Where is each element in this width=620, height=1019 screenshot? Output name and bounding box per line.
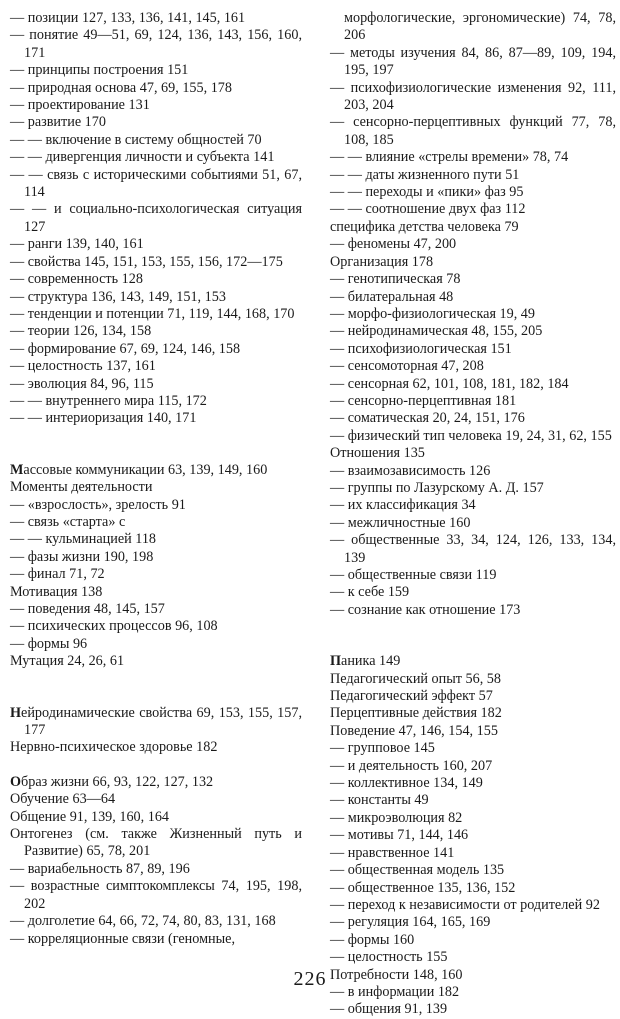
index-entry (10, 393, 302, 410)
index-entry-text: — — дивергенция личности и субъекта 141 (10, 149, 275, 166)
index-entry (330, 653, 616, 670)
index-entry-text: Мутация 24, 26, 61 (10, 653, 125, 670)
index-entry-text: — поведения 48, 145, 157 (10, 601, 165, 617)
index-entry (330, 167, 616, 184)
index-entry-text: — тенденции и потенции 71, 119, 144, 168, 170 (10, 305, 295, 322)
index-entry (10, 653, 302, 670)
index-entry-text: — психофизиологическая 151 (330, 340, 512, 357)
index-entry-text: — — переходы и «пики» фаз 95 (330, 184, 524, 201)
index-entry (330, 428, 616, 445)
index-entry (10, 271, 302, 288)
index-entry (330, 567, 616, 584)
index-entry (10, 913, 302, 930)
index-entry (10, 306, 302, 323)
index-entry (330, 80, 616, 115)
index-entry-text: аника 149 (341, 653, 401, 670)
index-entry-text: — микроэволюция 82 (330, 809, 463, 826)
index-entry-text: Организация 178 (330, 253, 434, 270)
index-entry-text: — регуляция 164, 165, 169 (330, 914, 491, 931)
index-entry (10, 618, 302, 635)
index-entry (330, 845, 616, 862)
index-entry (330, 497, 616, 514)
index-entry-text: — — соотношение двух фаз 112 (330, 201, 526, 218)
index-entry (10, 497, 302, 514)
index-entry-text: — сознание как отношение 173 (330, 601, 521, 618)
index-entry-text: Онтогенез (см. также Жизненный путь и Развитие) 65, 78, 201 (10, 826, 302, 860)
index-entry (330, 201, 616, 218)
section-initial-letter: О (10, 773, 22, 790)
index-entry-text: — коллективное 134, 149 (330, 775, 483, 792)
index-entry-text: — — даты жизненного пути 51 (330, 166, 520, 183)
index-entry (330, 289, 616, 306)
index-entry-text: — феномены 47, 200 (330, 236, 457, 253)
index-entry (330, 584, 616, 601)
index-entry-text: — теории 126, 134, 158 (10, 323, 152, 340)
index-entry (10, 809, 302, 826)
index-entry (330, 393, 616, 410)
index-entry-text: — долголетие 64, 66, 72, 74, 80, 83, 131, 168 (10, 913, 276, 930)
index-entry (10, 376, 302, 393)
index-entry (330, 480, 616, 497)
index-entry-text: — «взрослость», зрелость 91 (10, 496, 186, 513)
index-entry-text: — генотипическая 78 (330, 271, 461, 288)
index-entry (10, 323, 302, 340)
index-entry (10, 341, 302, 358)
index-entry (10, 636, 302, 653)
index-entry (330, 376, 616, 393)
index-entry (330, 758, 616, 775)
page-number: 226 (293, 968, 327, 990)
index-entry (330, 862, 616, 879)
index-entry-text: Отношения 135 (330, 445, 425, 462)
index-entry-text: браз жизни 66, 93, 122, 127, 132 (21, 773, 214, 790)
index-entry (330, 271, 616, 288)
section-gap (10, 757, 302, 774)
index-entry-text: — сенсорно-перцептивная 181 (330, 392, 517, 409)
index-entry (10, 479, 302, 496)
index-entry-text: — общественные 33, 34, 124, 126, 133, 134, 139 (330, 532, 616, 566)
index-entry-text: — позиции 127, 133, 136, 141, 145, 161 (10, 10, 246, 26)
index-entry (330, 254, 616, 271)
index-entry (10, 254, 302, 271)
index-entry-text: — общения 91, 139 (330, 1001, 448, 1018)
index-entry-text: — и деятельность 160, 207 (330, 757, 493, 774)
index-entry-text: — нравственное 141 (330, 844, 455, 861)
index-entry (330, 949, 616, 966)
index-entry-text: — формы 160 (330, 931, 415, 948)
index-entry (330, 1001, 616, 1018)
index-entry (330, 184, 616, 201)
index-entry (330, 236, 616, 253)
index-entry-text: — нейродинамическая 48, 155, 205 (330, 323, 543, 340)
index-entry (10, 826, 302, 861)
index-entry-text: — целостность 137, 161 (10, 358, 156, 375)
index-entry (10, 931, 302, 948)
index-entry (10, 774, 302, 791)
index-entry (10, 27, 302, 62)
index-entry-text: — психических процессов 96, 108 (10, 618, 218, 635)
index-entry (330, 10, 616, 45)
index-entry-text: ассовые коммуникации 63, 139, 149, 160 (23, 461, 268, 478)
index-entry-text: — к себе 159 (330, 584, 410, 601)
index-entry-text: — групповое 145 (330, 740, 435, 757)
index-entry-text: Потребности 148, 160 (330, 966, 463, 983)
index-entry (330, 880, 616, 897)
index-entry (10, 601, 302, 618)
index-entry-text: морфологические, эргономические) 74, 78, 206 (344, 10, 616, 44)
index-entry-text: — мотивы 71, 144, 146 (330, 827, 469, 844)
index-entry-text: — — кульминацией 118 (10, 531, 157, 548)
index-entry (10, 739, 302, 756)
index-entry (10, 62, 302, 79)
index-entry (10, 114, 302, 131)
index-entry (10, 358, 302, 375)
index-entry-text: — возрастные симптокомплексы 74, 195, 198, 202 (10, 878, 302, 912)
index-entry-text: — переход к независимости от родителей 92 (330, 896, 600, 913)
index-entry-text: — методы изучения 84, 86, 87—89, 109, 194, 195, 197 (330, 44, 616, 79)
index-entry (330, 45, 616, 80)
index-entry-text: Мотивация 138 (10, 583, 103, 600)
index-entry-text: — в информации 182 (330, 983, 460, 1000)
index-entry-text: — морфо-физиологическая 19, 49 (330, 305, 535, 322)
index-entry (10, 514, 302, 531)
index-entry-text: — их классификация 34 (330, 497, 476, 514)
index-entry (330, 723, 616, 740)
index-entry-text: — сенсорная 62, 101, 108, 181, 182, 184 (330, 375, 569, 392)
index-entry-text: — природная основа 47, 69, 155, 178 (10, 79, 232, 96)
index-entry (330, 515, 616, 532)
index-entry-text: Моменты деятельности (10, 479, 153, 496)
index-entry (10, 549, 302, 566)
index-entry (330, 445, 616, 462)
index-entry (330, 341, 616, 358)
index-entry (330, 671, 616, 688)
index-entry-text: Общение 91, 139, 160, 164 (10, 808, 170, 825)
index-entry-text: — корреляционные связи (геномные, (10, 930, 236, 947)
index-entry-text: — — и социально-психологическая ситуация 127 (10, 201, 302, 235)
index-entry (330, 463, 616, 480)
index-entry-text: — современность 128 (10, 271, 143, 288)
index-entry (10, 705, 302, 740)
index-entry-text: — общественное 135, 136, 152 (330, 879, 516, 896)
index-entry (330, 410, 616, 427)
index-entry-text: — — интериоризация 140, 171 (10, 410, 197, 427)
index-entry-text: — билатеральная 48 (330, 288, 454, 305)
index-entry (330, 775, 616, 792)
index-entry-text: — константы 49 (330, 792, 429, 809)
index-entry (330, 740, 616, 757)
index-entry (330, 932, 616, 949)
index-entry (10, 584, 302, 601)
index-entry-text: — свойства 145, 151, 153, 155, 156, 172—175 (10, 253, 283, 270)
index-entry (330, 810, 616, 827)
index-entry (10, 410, 302, 427)
index-entry (330, 897, 616, 914)
index-entry (10, 132, 302, 149)
index-entry-text: — физический тип человека 19, 24, 31, 62, 155 (330, 427, 612, 444)
index-entry-text: — развитие 170 (10, 114, 106, 131)
index-entry (330, 114, 616, 149)
index-entry (330, 306, 616, 323)
index-entry (10, 201, 302, 236)
index-entry-text: — психофизиологические изменения 92, 111, 203, 204 (330, 79, 616, 114)
index-entry-text: — сенсорно-перцептивных функций 77, 78, 108, 185 (330, 114, 616, 148)
index-entry (10, 289, 302, 306)
index-entry-text: — понятие 49—51, 69, 124, 136, 143, 156, 160, 171 (10, 27, 302, 61)
index-entry-text: — взаимозависимость 126 (330, 462, 491, 479)
index-entry-text: Перцептивные действия 182 (330, 705, 502, 722)
index-entry-text: — группы по Лазурскому А. Д. 157 (330, 479, 544, 496)
index-entry-text: — связь «старта» с (10, 513, 126, 530)
index-entry-text: ейродинамические свойства 69, 153, 155, 157, 177 (21, 704, 302, 739)
index-entry (10, 531, 302, 548)
index-entry (10, 462, 302, 479)
index-entry-text: Обучение 63—64 (10, 791, 116, 808)
index-entry (10, 878, 302, 913)
index-entry-text: — межличностные 160 (330, 514, 471, 531)
section-gap (10, 671, 302, 705)
index-entry-text: — формирование 67, 69, 124, 146, 158 (10, 340, 241, 357)
section-initial-letter: М (10, 461, 24, 478)
section-initial-letter: П (330, 653, 342, 670)
index-entry-text: Поведение 47, 146, 154, 155 (330, 722, 498, 739)
index-entry-text: — — связь с историческими событиями 51, 67, 114 (10, 166, 302, 201)
index-entry-text: — — влияние «стрелы времени» 78, 74 (330, 149, 569, 166)
index-entry (330, 792, 616, 809)
section-gap (10, 428, 302, 462)
index-entry-text: Педагогический эффект 57 (330, 688, 493, 705)
index-entry-text: — общественные связи 119 (330, 567, 497, 583)
index-entry-text: специфика детства человека 79 (330, 218, 519, 235)
index-entry-text: Нервно-психическое здоровье 182 (10, 739, 218, 756)
index-entry-text: — принципы построения 151 (10, 62, 189, 79)
index-entry (330, 914, 616, 931)
index-entry-text: — сенсомоторная 47, 208 (330, 358, 484, 375)
index-entry-text: — фазы жизни 190, 198 (10, 548, 154, 565)
index-entry-text: — структура 136, 143, 149, 151, 153 (10, 288, 226, 305)
index-entry-text: — — внутреннего мира 115, 172 (10, 392, 207, 409)
index-entry (10, 791, 302, 808)
index-entry (10, 566, 302, 583)
index-entry (10, 80, 302, 97)
index-entry (330, 323, 616, 340)
index-entry-text: — формы 96 (10, 635, 88, 652)
index-entry (330, 705, 616, 722)
index-entry (330, 149, 616, 166)
index-entry (10, 10, 302, 27)
index-entry (10, 236, 302, 253)
section-initial-letter: Н (10, 704, 22, 721)
index-entry-text: — вариабельность 87, 89, 196 (10, 860, 190, 877)
index-entry (10, 149, 302, 166)
index-entry-text: — целостность 155 (330, 949, 448, 966)
section-gap (330, 619, 616, 653)
index-entry (330, 827, 616, 844)
right-index-column (330, 10, 616, 1019)
index-entry-text: — эволюция 84, 96, 115 (10, 375, 154, 392)
index-entry (330, 219, 616, 236)
index-entry-text: — проектирование 131 (10, 97, 150, 114)
index-entry (330, 358, 616, 375)
index-entry (330, 602, 616, 619)
index-entry-text: Педагогический опыт 56, 58 (330, 670, 501, 687)
index-entry (330, 532, 616, 567)
index-entry-text: — — включение в систему общностей 70 (10, 131, 262, 148)
index-entry-text: — ранги 139, 140, 161 (10, 236, 144, 253)
index-entry-text: — общественная модель 135 (330, 862, 505, 879)
left-index-column (10, 10, 302, 948)
index-entry-text: — финал 71, 72 (10, 566, 105, 583)
index-entry (10, 861, 302, 878)
index-entry (10, 97, 302, 114)
index-entry-text: — соматическая 20, 24, 151, 176 (330, 410, 525, 427)
index-entry (330, 688, 616, 705)
index-entry (10, 167, 302, 202)
